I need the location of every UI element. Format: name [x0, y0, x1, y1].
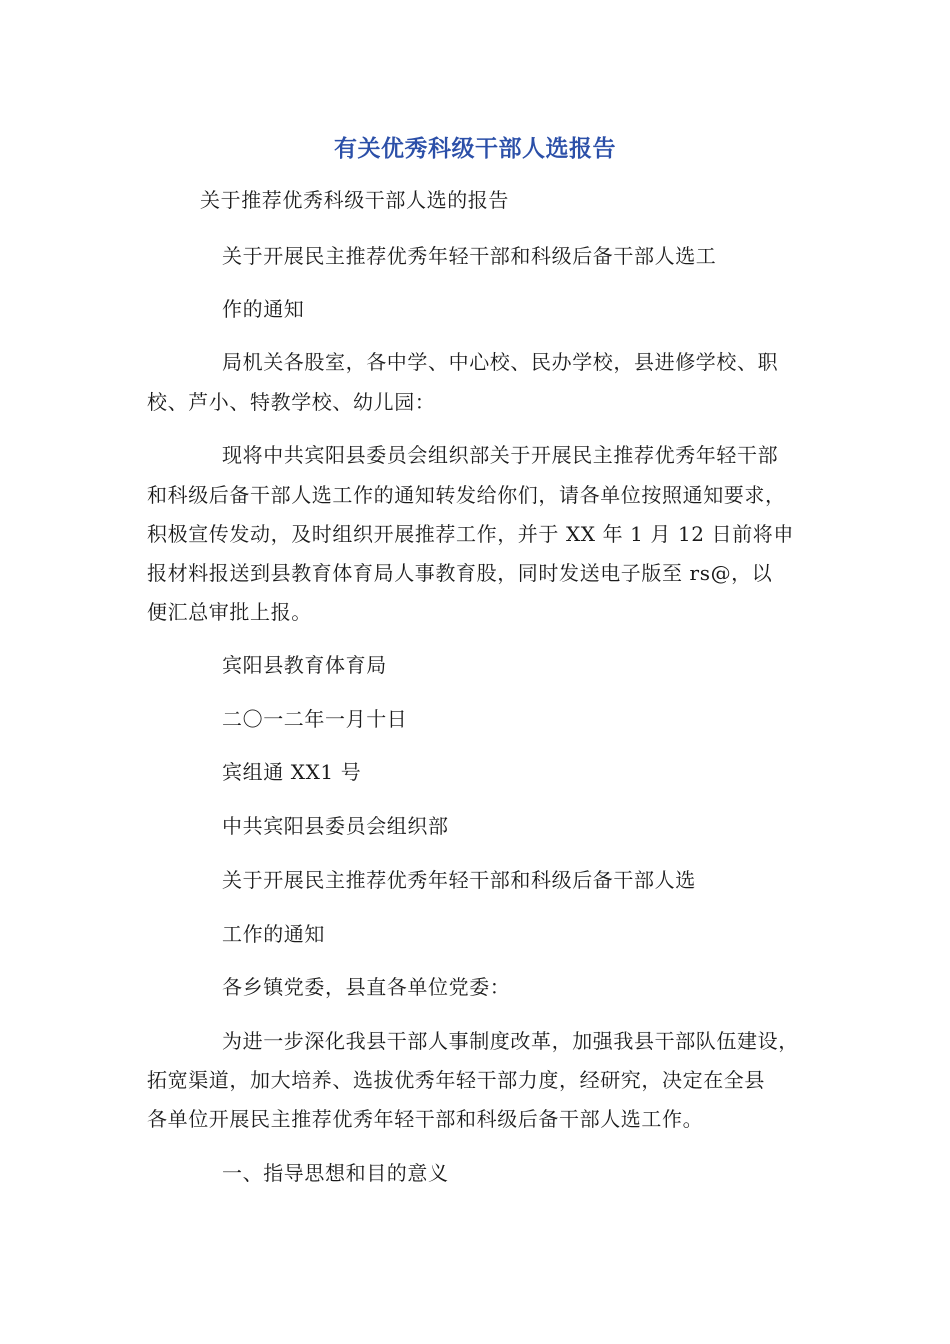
section1-heading: 一、指导思想和目的意义 [222, 1161, 449, 1185]
body2-line1: 为进一步深化我县干部人事制度改革，加强我县干部队伍建设， [222, 1029, 799, 1053]
doc-number-line: 宾组通 XX1 号 [222, 760, 362, 784]
recipients1-line1: 局机关各股室，各中学、中心校、民办学校，县进修学校、职 [222, 350, 779, 374]
recipients2-line: 各乡镇党委，县直各单位党委： [222, 975, 511, 999]
sender-line: 宾阳县教育体育局 [222, 653, 387, 677]
notice2-title-line2: 工作的通知 [222, 922, 325, 946]
body1-line3: 积极宣传发动，及时组织开展推荐工作，并于 XX 年 1 月 12 日前将申 [147, 522, 794, 546]
notice1-title-line2: 作的通知 [222, 297, 305, 321]
recipients1-line2: 校、芦小、特教学校、幼儿园： [147, 390, 436, 414]
document-subtitle: 关于推荐优秀科级干部人选的报告 [200, 188, 509, 212]
body1-line1: 现将中共宾阳县委员会组织部关于开展民主推荐优秀年轻干部 [222, 443, 779, 467]
issuer-line: 中共宾阳县委员会组织部 [222, 814, 449, 838]
document-title: 有关优秀科级干部人选报告 [334, 136, 616, 162]
notice1-title-line1: 关于开展民主推荐优秀年轻干部和科级后备干部人选工 [222, 244, 717, 268]
date-line: 二〇一二年一月十日 [222, 707, 408, 731]
body2-line3: 各单位开展民主推荐优秀年轻干部和科级后备干部人选工作。 [147, 1107, 704, 1131]
body1-line4: 报材料报送到县教育体育局人事教育股，同时发送电子版至 rs@，以 [147, 561, 773, 585]
body1-line5: 便汇总审批上报。 [147, 600, 312, 624]
notice2-title-line1: 关于开展民主推荐优秀年轻干部和科级后备干部人选 [222, 868, 696, 892]
body2-line2: 拓宽渠道，加大培养、选拔优秀年轻干部力度，经研究，决定在全县 [147, 1068, 765, 1092]
body1-line2: 和科级后备干部人选工作的通知转发给你们，请各单位按照通知要求， [147, 483, 786, 507]
